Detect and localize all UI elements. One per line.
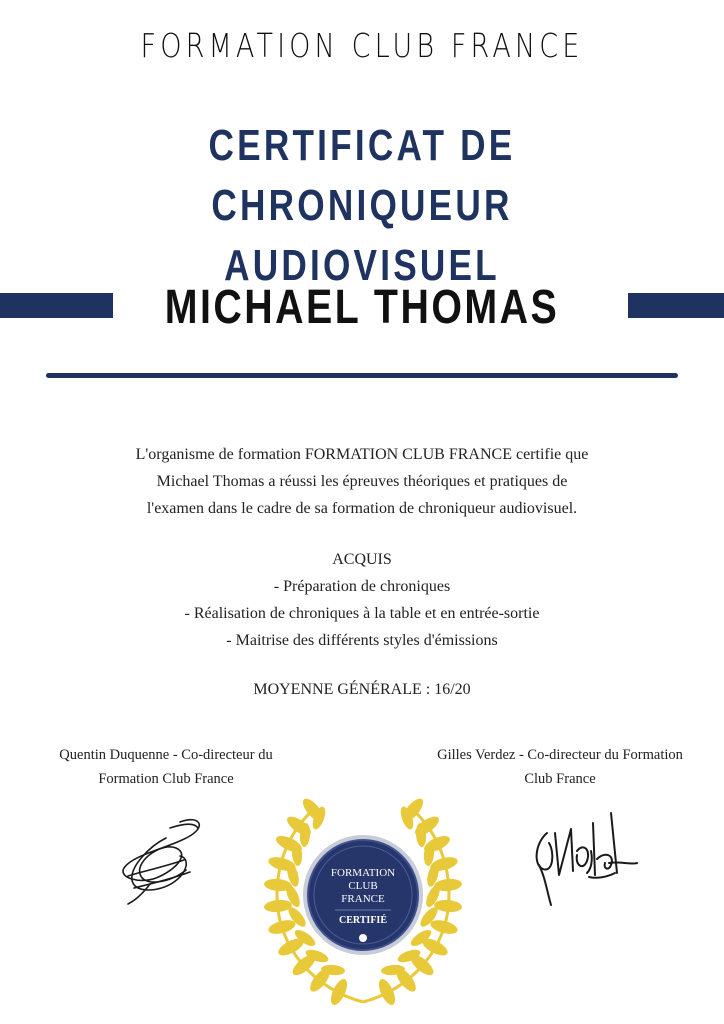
seal-line-3: FRANCE	[341, 893, 385, 905]
statement-line-1: L'organisme de formation FORMATION CLUB FRANCE certifie que	[135, 446, 589, 463]
certificate-title-line-2: AUDIOVISUEL	[224, 241, 500, 290]
certification-statement	[40, 441, 684, 522]
certificate-title	[72, 116, 651, 296]
seal-medallion	[303, 835, 423, 955]
ball-icon	[359, 934, 367, 942]
acquis-heading: ACQUIS	[332, 551, 392, 568]
signature-right	[525, 803, 645, 913]
recipient-name: MICHAEL THOMAS	[164, 281, 560, 334]
average-grade: MOYENNE GÉNÉRALE : 16/20	[253, 681, 471, 698]
certificate-title-line-1: CERTIFICAT DE CHRONIQUEUR	[208, 121, 516, 230]
signatory-right-line-2: Club France	[524, 771, 596, 787]
certified-seal	[247, 790, 479, 1010]
acquis-item: - Réalisation de chroniques à la table et en entrée-sortie	[184, 605, 540, 622]
acquis-item: - Préparation de chroniques	[273, 578, 451, 595]
statement-line-3: l'examen dans le cadre de sa formation de chroniqueur audiovisuel.	[146, 500, 578, 517]
signatory-left-line-2: Formation Club France	[98, 771, 234, 787]
statement-line-2: Michael Thomas a réussi les épreuves théoriques et pratiques de	[156, 473, 568, 490]
acquis-section	[40, 546, 684, 654]
divider-rule	[46, 373, 678, 378]
acquis-item: - Maitrise des différents styles d'émissions	[226, 632, 498, 649]
signature-left	[110, 808, 230, 908]
signatory-right-line-1: Gilles Verdez - Co-directeur du Formation	[437, 747, 683, 763]
seal-line-2: CLUB	[348, 880, 378, 892]
seal-line-4: CERTIFIÉ	[339, 915, 387, 926]
organization-header: FORMATION CLUB FRANCE	[140, 26, 584, 65]
signatory-caption-left	[16, 743, 316, 791]
signatory-left-line-1: Quentin Duquenne - Co-directeur du	[59, 747, 273, 763]
seal-line-1: FORMATION	[330, 867, 396, 879]
signatory-caption-right	[410, 743, 710, 791]
